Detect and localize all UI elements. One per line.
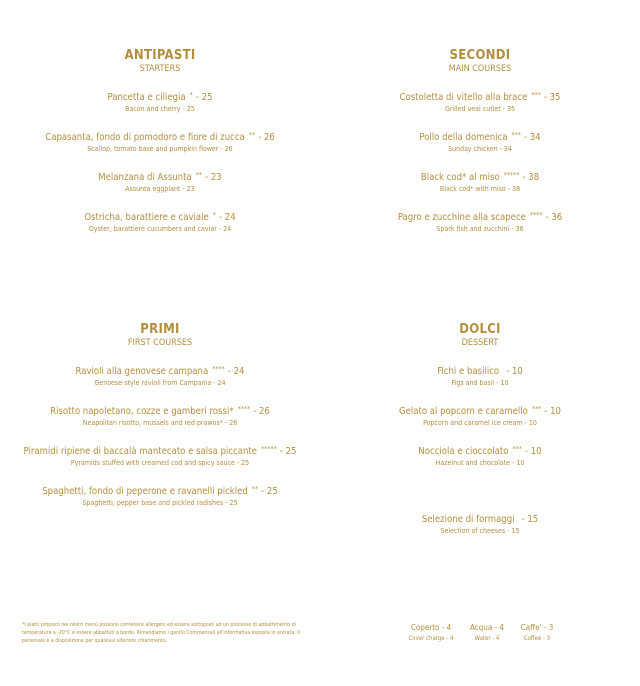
item-en-price: - 25: [225, 499, 238, 507]
menu-item: [330, 129, 630, 155]
item-english: Scallop, tomato base and pumpkin flower: [87, 145, 219, 153]
item-name: Capasanta, fondo di pomodoro e fiore di zucca: [45, 132, 245, 143]
item-name: Pollo della domenica: [419, 132, 508, 143]
extra-en-price: - 3: [543, 635, 551, 642]
extra-name: Caffe': [520, 623, 542, 632]
extra-item: [400, 622, 462, 644]
item-name: Ravioli alla genovese campana: [75, 366, 209, 377]
extra-en-price: - 4: [446, 635, 454, 642]
item-price: - 34: [523, 132, 541, 143]
section-subtitle: MAIN COURSES: [448, 64, 512, 74]
allergen-marks: *****: [503, 171, 520, 179]
allergen-marks: ****: [237, 405, 251, 413]
item-english: Black cod* with miso: [439, 185, 506, 193]
item-en-price: - 25: [236, 459, 250, 467]
item-name: Piramidi ripiene di baccalà mantecato e salsa piccante: [23, 446, 258, 457]
allergen-marks: ****: [212, 365, 225, 373]
allergen-marks: ***: [512, 445, 522, 453]
item-name: Risotto napoletano, cozze e gamberi rossi*: [50, 406, 234, 417]
item-en-price: - 36: [511, 225, 524, 233]
item-name: Black cod* al miso: [420, 172, 500, 183]
item-english: Spaghetti, pepper base and pickled radishes: [82, 499, 224, 507]
extra-name: Acqua: [469, 623, 493, 632]
allergen-marks: ***: [531, 91, 541, 99]
section-primi: [10, 322, 310, 523]
item-en-price: - 26: [220, 145, 233, 153]
section-secondi: [330, 48, 630, 249]
extra-name: Coperto: [410, 623, 440, 632]
allergen-marks: ***: [531, 405, 542, 413]
menu-item: [330, 443, 630, 469]
item-en-price: - 38: [507, 185, 521, 193]
menu-item: [330, 89, 630, 115]
item-name: Fichi e basilico: [437, 366, 500, 377]
item-price: - 26: [258, 132, 275, 143]
item-name: Gelato al popcorn e caramello: [399, 406, 528, 417]
item-price: - 26: [253, 406, 270, 417]
item-en-price: - 24: [213, 379, 226, 387]
extra-item: [462, 622, 512, 644]
menu-item: [330, 209, 630, 235]
item-name: Pagro e zucchine alla scapece: [397, 212, 526, 223]
item-en-price: - 34: [499, 145, 512, 153]
item-name: Selezione di formaggi: [421, 514, 515, 525]
menu-item: [10, 169, 310, 195]
item-price: - 25: [261, 486, 278, 497]
allergen-marks: *****: [261, 445, 277, 453]
item-english: Selection of cheeses: [440, 527, 506, 535]
item-name: Costoletta di vitello alla brace: [399, 92, 528, 103]
item-english: Neapolitan risotto, mussels and red prawns*: [82, 419, 223, 427]
allergen-marks: **: [251, 485, 259, 493]
section-title: PRIMI: [140, 322, 180, 337]
extra-price: - 4: [494, 623, 505, 632]
item-english: Bacon and cherry: [125, 105, 181, 113]
allergen-marks: ****: [529, 211, 543, 219]
item-english: Figs and basil: [451, 379, 495, 387]
extra-price: - 4: [441, 623, 452, 632]
item-price: - 10: [544, 406, 561, 417]
item-name: Pancetta e ciliegia: [107, 92, 186, 103]
item-price: - 24: [227, 366, 245, 377]
item-en-price: - 10: [512, 459, 525, 467]
section-dolci: [330, 322, 630, 551]
item-name: Melanzana di Assunta: [98, 172, 192, 183]
item-en-price: - 23: [182, 185, 195, 193]
item-english: Pyramids stuffed with creamed cod and spicy sauce: [70, 459, 235, 467]
allergen-marks: ***: [511, 131, 521, 139]
item-en-price: - 26: [224, 419, 238, 427]
item-english: Genoese-style ravioli from Campania: [94, 379, 212, 387]
item-english: Popcorn and caramel ice cream: [423, 419, 523, 427]
item-name: Spaghetti, fondo di peperone e ravanelli pickled: [42, 486, 248, 497]
item-en-price: - 10: [496, 379, 509, 387]
item-price: - 25: [195, 92, 213, 103]
menu-item: [10, 443, 310, 469]
item-en-price: - 10: [524, 419, 537, 427]
item-english: Sunday chicken: [448, 145, 498, 153]
section-title: SECONDI: [449, 48, 511, 63]
menu-item: [10, 363, 310, 389]
extra-price: - 3: [543, 623, 554, 632]
item-english: Oyster, barattiere cucumbers and caviar: [88, 225, 217, 233]
extra-english: Coffee: [523, 635, 542, 642]
item-en-price: - 25: [182, 105, 195, 113]
allergen-marks: *: [212, 211, 216, 219]
menu-item: [330, 511, 630, 537]
item-price: - 25: [279, 446, 297, 457]
menu-item: [330, 403, 630, 429]
section-title: DOLCI: [459, 322, 501, 337]
section-antipasti: [10, 48, 310, 249]
item-en-price: - 35: [502, 105, 516, 113]
menu-item: [10, 129, 310, 155]
item-price: - 10: [506, 366, 523, 377]
item-english: Spark fish and zucchini: [436, 225, 510, 233]
allergen-marks: **: [195, 171, 203, 179]
item-english: Grilled veal cutlet: [444, 105, 501, 113]
item-english: Assunta eggplant: [125, 185, 181, 193]
item-name: Nocciola e cioccolato: [418, 446, 509, 457]
item-price: - 23: [205, 172, 222, 183]
section-subtitle: DESSERT: [461, 338, 499, 348]
item-name: Ostricha, barattiere e caviale: [84, 212, 209, 223]
item-price: - 35: [543, 92, 561, 103]
menu-item: [330, 169, 630, 195]
menu-item: [10, 209, 310, 235]
item-en-price: - 24: [218, 225, 232, 233]
section-title: ANTIPASTI: [124, 48, 196, 63]
item-price: - 38: [522, 172, 540, 183]
menu-item: [10, 403, 310, 429]
section-subtitle: FIRST COURSES: [127, 338, 193, 348]
section-subtitle: STARTERS: [139, 64, 181, 74]
menu-item: [10, 89, 310, 115]
allergen-footnote: *I piatti proposti nei nostri menù possono contenere allergeni ed essere sottoposti ad un processo di abbattimento di temperatura a -20°C e essere abbattuti a bordo. Rimandiamo i gentili Commensali all'informativa esposta in entrata. Il personale è a disposizione per qualsiasi ulteriore chiarimento.: [22, 622, 300, 644]
item-en-price: - 15: [507, 527, 520, 535]
item-price: - 10: [524, 446, 542, 457]
item-price: - 36: [545, 212, 563, 223]
extra-item: [512, 622, 562, 644]
allergen-marks: **: [248, 131, 256, 139]
menu-item: [10, 483, 310, 509]
extra-english: Water: [474, 635, 491, 642]
extra-en-price: - 4: [492, 635, 500, 642]
item-price: - 15: [521, 514, 539, 525]
extra-english: Cover charge: [408, 635, 445, 642]
menu-item: [330, 363, 630, 389]
item-english: Hazelnut and chocolate: [435, 459, 511, 467]
item-price: - 24: [218, 212, 236, 223]
allergen-marks: *: [189, 91, 193, 99]
